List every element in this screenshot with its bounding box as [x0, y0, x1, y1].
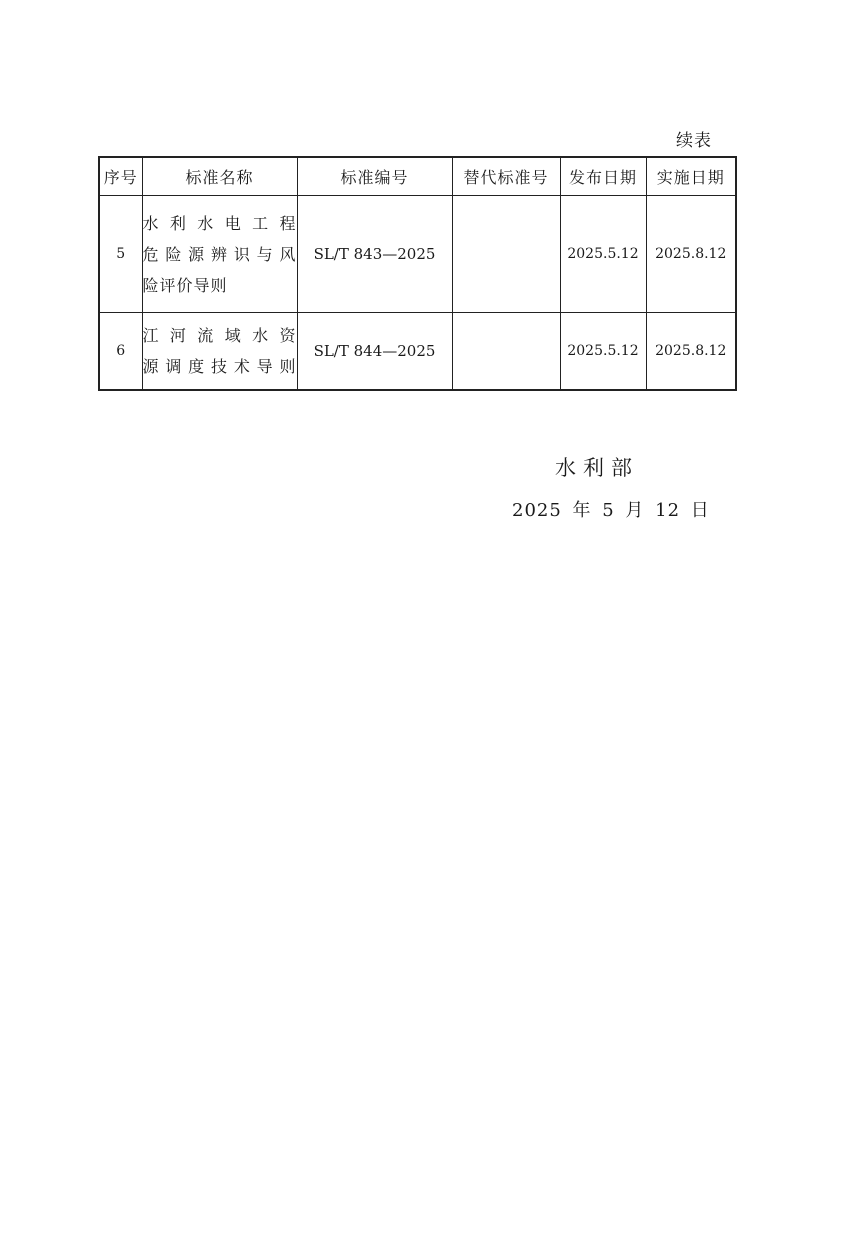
standard-name-line: 源调度技术导则	[142, 357, 297, 376]
standard-code: SL/T 844—2025	[297, 313, 452, 391]
standard-name	[142, 196, 297, 313]
header-standard-name: 标准名称	[142, 157, 297, 196]
publish-date: 2025.5.12	[560, 313, 646, 391]
serial-number: 6	[99, 313, 142, 391]
serial-number: 5	[99, 196, 142, 313]
header-standard-code: 标准编号	[297, 157, 452, 196]
standard-name-line: 危险源辨识与风	[142, 244, 297, 264]
effective-date: 2025.8.12	[646, 196, 736, 313]
header-effective-date: 实施日期	[646, 157, 736, 196]
standard-name-line: 江河流域水资	[142, 326, 297, 345]
header-serial-number: 序号	[99, 157, 142, 196]
table-row	[99, 313, 736, 391]
table-header-row	[99, 157, 736, 196]
standard-name-line: 险评价导则	[142, 275, 228, 295]
standard-code: SL/T 843—2025	[297, 196, 452, 313]
table-row	[99, 196, 736, 313]
standards-table	[98, 156, 737, 391]
issuing-ministry: 水利部	[555, 456, 639, 480]
continued-table-label: 续表	[676, 131, 712, 151]
header-replaced-standard: 替代标准号	[452, 157, 560, 196]
replaced-standard	[452, 196, 560, 313]
replaced-standard	[452, 313, 560, 391]
header-publish-date: 发布日期	[560, 157, 646, 196]
standard-name-line: 水利水电工程	[142, 213, 297, 233]
effective-date: 2025.8.12	[646, 313, 736, 391]
issue-date: 2025 年 5 月 12 日	[512, 500, 710, 521]
publish-date: 2025.5.12	[560, 196, 646, 313]
standard-name	[142, 313, 297, 391]
